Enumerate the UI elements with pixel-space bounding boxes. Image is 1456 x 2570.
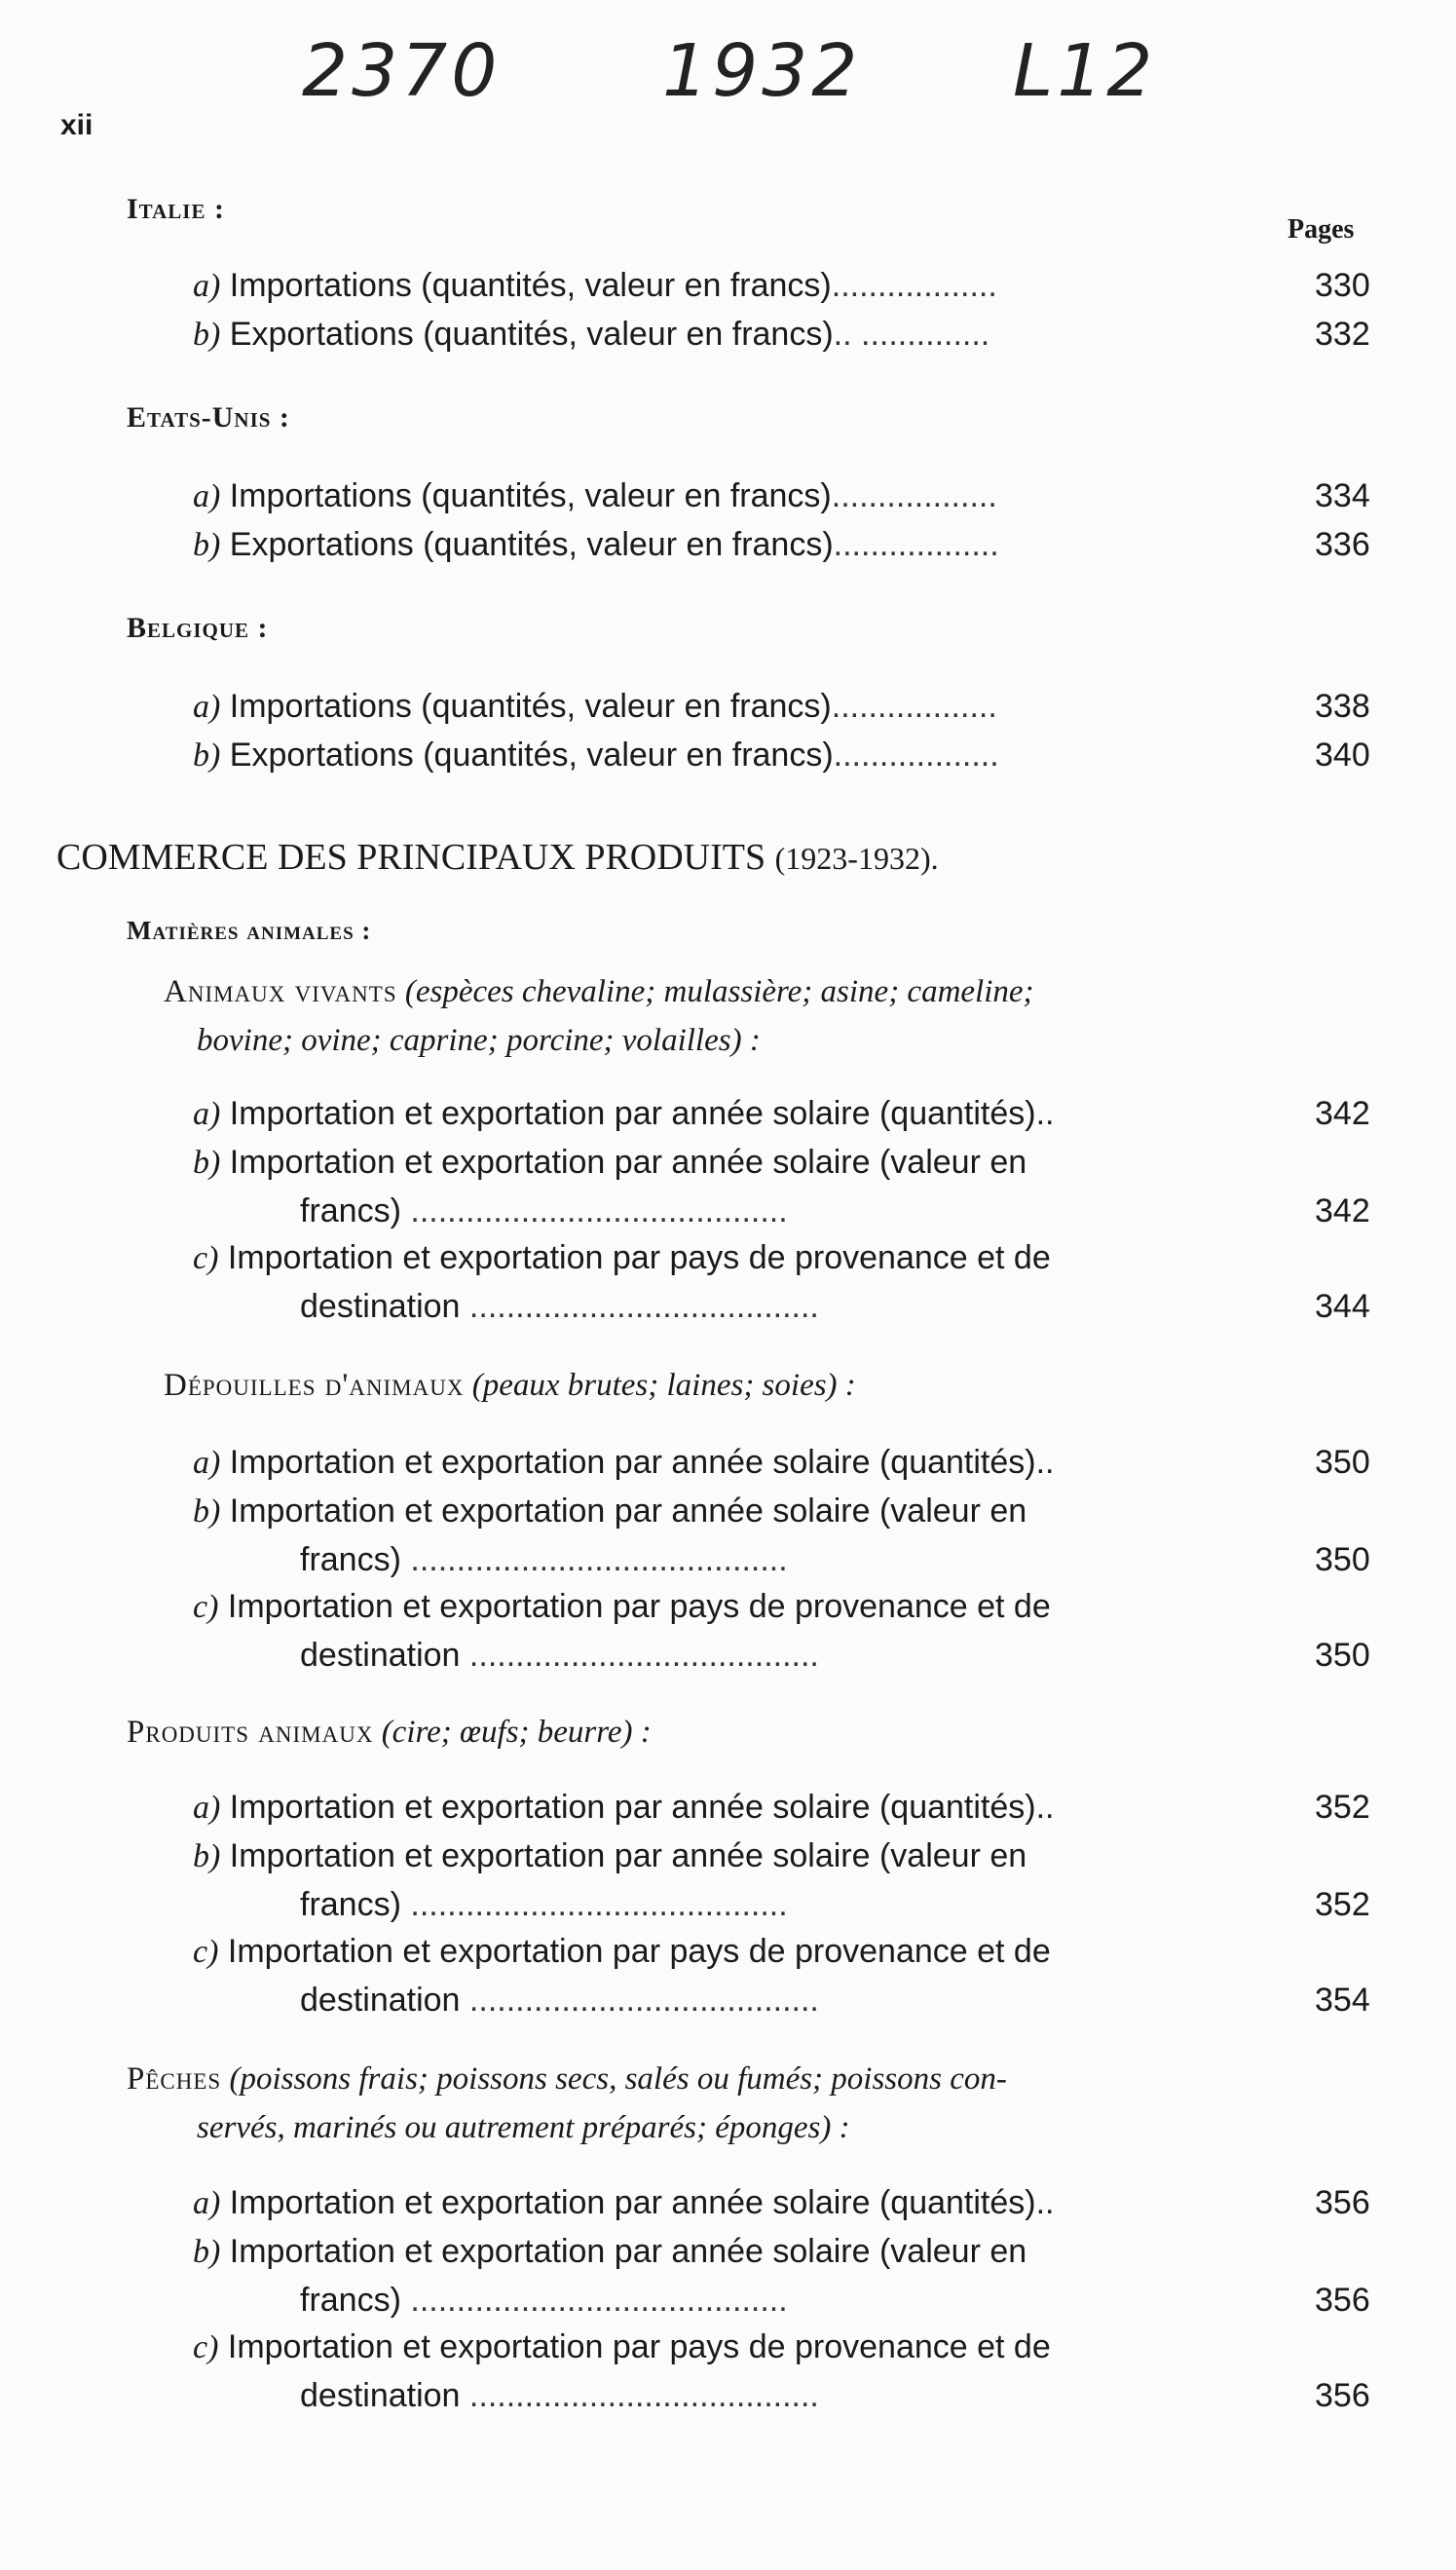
group-desc-cont: servés, marinés ou autrement préparés; éponges) :: [197, 2110, 850, 2145]
toc-entry: a) Importations (quantités, valeur en francs)..................: [193, 688, 997, 725]
entry-text: Importations (quantités, valeur en francs): [229, 477, 832, 514]
group-title: [127, 2061, 1007, 2098]
handwritten-year: 1932: [662, 29, 862, 113]
group-name: Dépouilles d'animaux: [164, 1368, 465, 1403]
group-desc: (poissons frais; poissons secs, salés ou fumés; poissons con-: [229, 2061, 1007, 2097]
group-name: Pêches: [127, 2061, 222, 2097]
entry-text: Importation et exportation par pays de provenance et de: [227, 2328, 1051, 2365]
page-ref: 336: [1315, 526, 1370, 563]
entry-text: Importation et exportation par année solaire (valeur en: [229, 1837, 1027, 1874]
group-title: [164, 1368, 856, 1404]
pages-column-header: Pages: [1288, 214, 1355, 245]
entry-label: b): [193, 317, 221, 353]
entry-cont: destination: [300, 2377, 461, 2414]
group-desc: (espèces chevaline; mulassière; asine; cameline;: [404, 974, 1034, 1009]
page-ref: 340: [1315, 737, 1370, 774]
toc-entry: a) Importation et exportation par année solaire (quantités)..: [193, 1444, 1055, 1481]
entry-text: Importation et exportation par année solaire (quantités)..: [229, 2184, 1055, 2221]
page-ref: 342: [1315, 1192, 1370, 1229]
toc-entry: c) Importation et exportation par pays de provenance et de destination ......................................: [193, 1239, 1051, 1325]
group-name: Animaux vivants: [164, 974, 397, 1009]
page-ref: 354: [1315, 1982, 1370, 2019]
group-title: [164, 974, 1034, 1010]
matieres-title: Matières animales :: [127, 916, 372, 945]
group-title: [127, 1715, 652, 1751]
entry-text: Exportations (quantités, valeur en francs): [229, 526, 834, 563]
entry-cont: destination: [300, 1982, 461, 2019]
group-desc-cont: bovine; ovine; caprine; porcine; volailles) :: [197, 1023, 761, 1058]
group-name: Produits animaux: [127, 1715, 374, 1750]
toc-entry: b) Exportations (quantités, valeur en francs).. ..............: [193, 316, 990, 353]
entry-text: Importations (quantités, valeur en francs): [229, 267, 832, 304]
entry-text: Importation et exportation par année solaire (valeur en: [229, 2233, 1027, 2270]
page-ref: 350: [1315, 1637, 1370, 1674]
entry-text: Importation et exportation par année solaire (valeur en: [229, 1144, 1027, 1181]
page-ref: 352: [1315, 1789, 1370, 1826]
handwritten-code: L12: [1013, 29, 1157, 113]
page-ref: 344: [1315, 1288, 1370, 1325]
toc-entry: c) Importation et exportation par pays de provenance et de destination ......................................: [193, 1588, 1051, 1674]
entry-cont: francs): [300, 2282, 401, 2319]
entry-text: Importation et exportation par année solaire (quantités)..: [229, 1789, 1055, 1826]
entry-label: a): [193, 268, 221, 304]
entry-label: a): [193, 478, 221, 514]
page-ref: 350: [1315, 1541, 1370, 1578]
entry-text: Importation et exportation par année solaire (quantités)..: [229, 1444, 1055, 1481]
section-title-italie: Italie :: [127, 193, 225, 225]
page-ref: 356: [1315, 2377, 1370, 2414]
page-number: xii: [60, 109, 93, 141]
main-title-years: (1923-1932).: [774, 841, 939, 876]
toc-entry: a) Importation et exportation par année solaire (quantités)..: [193, 2184, 1055, 2221]
toc-entry: b) Importation et exportation par année solaire (valeur en francs) .........................................: [193, 1144, 1027, 1229]
toc-entry: c) Importation et exportation par pays de provenance et de destination ......................................: [193, 2328, 1051, 2414]
page-ref: 334: [1315, 477, 1370, 514]
entry-text: Importation et exportation par pays de provenance et de: [227, 1588, 1051, 1625]
entry-label: b): [193, 737, 221, 774]
page-ref: 352: [1315, 1886, 1370, 1923]
entry-text: Importation et exportation par pays de provenance et de: [227, 1933, 1051, 1970]
entry-text: Exportations (quantités, valeur en francs): [229, 737, 834, 774]
entry-cont: francs): [300, 1886, 401, 1923]
page-ref: 330: [1315, 267, 1370, 304]
toc-entry: b) Importation et exportation par année solaire (valeur en francs) .........................................: [193, 2233, 1027, 2319]
entry-label: b): [193, 527, 221, 563]
section-title-belgique: Belgique :: [127, 612, 269, 644]
page-ref: 356: [1315, 2282, 1370, 2319]
toc-entry: c) Importation et exportation par pays de provenance et de destination ......................................: [193, 1933, 1051, 2019]
group-desc: (cire; œufs; beurre) :: [381, 1715, 652, 1750]
entry-text: Importations (quantités, valeur en francs): [229, 688, 832, 725]
entry-cont: destination: [300, 1288, 461, 1325]
main-title-text: COMMERCE DES PRINCIPAUX PRODUITS: [56, 837, 766, 878]
entry-cont: destination: [300, 1637, 461, 1674]
page-ref: 356: [1315, 2184, 1370, 2221]
handwritten-number: 2370: [302, 29, 502, 113]
entry-text: Exportations (quantités, valeur en francs): [229, 316, 834, 353]
toc-entry: a) Importations (quantités, valeur en francs)..................: [193, 267, 997, 304]
toc-entry: b) Exportations (quantités, valeur en francs)..................: [193, 526, 999, 563]
page-ref: 332: [1315, 316, 1370, 353]
entry-label: a): [193, 689, 221, 725]
entry-cont: francs): [300, 1192, 401, 1229]
page-ref: 342: [1315, 1095, 1370, 1132]
entry-cont: francs): [300, 1541, 401, 1578]
toc-entry: a) Importation et exportation par année solaire (quantités)..: [193, 1095, 1055, 1132]
entry-text: Importation et exportation par année solaire (valeur en: [229, 1493, 1027, 1530]
page-ref: 350: [1315, 1444, 1370, 1481]
toc-entry: a) Importations (quantités, valeur en francs)..................: [193, 477, 997, 514]
entry-text: Importation et exportation par année solaire (quantités)..: [229, 1095, 1055, 1132]
group-desc: (peaux brutes; laines; soies) :: [471, 1368, 856, 1403]
toc-entry: b) Importation et exportation par année solaire (valeur en francs) .........................................: [193, 1837, 1027, 1923]
page-ref: 338: [1315, 688, 1370, 725]
main-section-title: [56, 836, 939, 879]
toc-entry: b) Importation et exportation par année solaire (valeur en francs) .........................................: [193, 1493, 1027, 1578]
entry-text: Importation et exportation par pays de provenance et de: [227, 1239, 1051, 1276]
toc-entry: b) Exportations (quantités, valeur en francs)..................: [193, 737, 999, 774]
toc-entry: a) Importation et exportation par année solaire (quantités)..: [193, 1789, 1055, 1826]
section-title-etats-unis: Etats-Unis :: [127, 401, 290, 434]
